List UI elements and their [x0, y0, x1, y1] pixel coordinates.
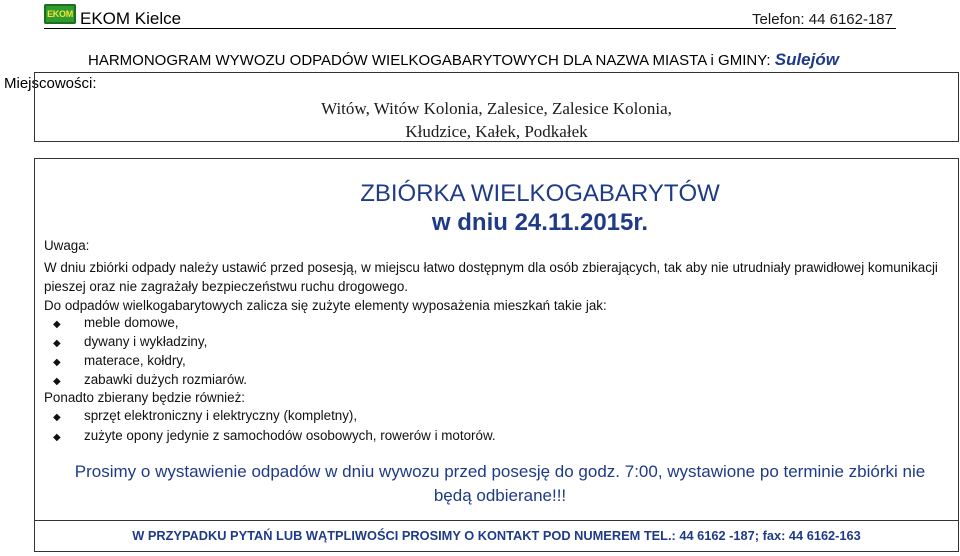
towns-list [34, 97, 959, 143]
bullet-icon: ◆ [53, 338, 61, 349]
collection-title: ZBIÓRKA WIELKOGABARYTÓW [360, 180, 720, 207]
also-label: Ponadto zbierany będzie również: [44, 390, 245, 405]
list-item: zużyte opony jedynie z samochodów osobowych, rowerów i motorów. [84, 428, 496, 443]
bullet-icon: ◆ [53, 412, 61, 423]
notice-body: W dniu zbiórki odpady należy ustawić przed posesją, w miejscu łatwo dostępnym dla osób zbierających, tak aby nie utrudniały prawidłowej komunikacji pieszej oraz nie zagrażały bezpieczeństwu ruchu drogowego. [44, 260, 938, 294]
towns-line-2: Kłudzice, Kałek, Podkałek [405, 122, 588, 141]
bullet-icon: ◆ [53, 357, 61, 368]
contact-footer: W PRZYPADKU PYTAŃ LUB WĄTPLIWOŚCI PROSIMY O KONTAKT POD NUMEREM TEL.: 44 6162 -187; fax: 44 6162-163 [132, 528, 861, 543]
logo-text: EKOM [47, 9, 73, 19]
list-item: materace, kołdry, [84, 353, 186, 368]
bullet-icon: ◆ [53, 376, 61, 387]
company-phone: Telefon: 44 6162-187 [752, 11, 893, 28]
collection-date: w dniu 24.11.2015r. [431, 209, 649, 236]
locality-label: Miejscowości: [4, 75, 97, 92]
list-item: dywany i wykładziny, [84, 334, 208, 349]
ekom-logo [44, 4, 76, 24]
list-item: sprzęt elektroniczny i elektryczny (kompletny), [84, 408, 358, 423]
bullet-icon: ◆ [53, 432, 61, 443]
schedule-city: Sulejów [774, 50, 839, 69]
company-name: EKOM Kielce [80, 9, 182, 28]
bullet-icon: ◆ [53, 319, 61, 330]
request-message: Prosimy o wystawienie odpadów w dniu wywozu przed posesję do godz. 7:00, wystawione po terminie zbiórki nie będą odbierane!!! [74, 462, 926, 505]
items-intro: Do odpadów wielkogabarytowych zalicza się zużyte elementy wyposażenia mieszkań takie jak: [44, 298, 607, 313]
towns-line-1: Witów, Witów Kolonia, Zalesice, Zalesice Kolonia, [321, 99, 672, 118]
header-divider [44, 28, 896, 29]
schedule-title [88, 50, 839, 70]
footer-divider [34, 520, 959, 521]
list-item: meble domowe, [84, 315, 179, 330]
notice-label: Uwaga: [44, 238, 90, 253]
list-item: zabawki dużych rozmiarów. [84, 372, 247, 387]
schedule-title-text: HARMONOGRAM WYWOZU ODPADÓW WIELKOGABARYTOWYCH DLA NAZWA MIASTA i GMINY: [88, 52, 771, 69]
